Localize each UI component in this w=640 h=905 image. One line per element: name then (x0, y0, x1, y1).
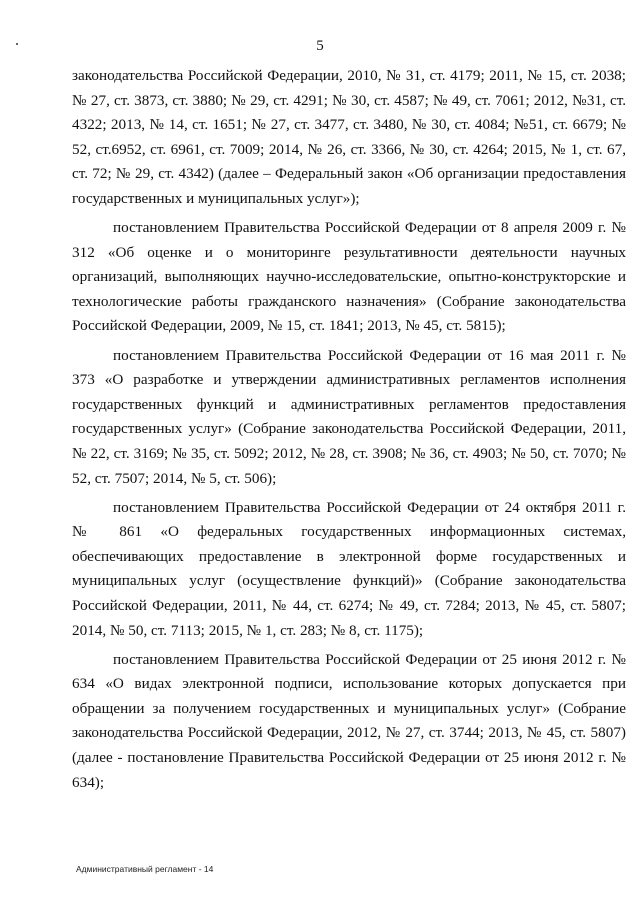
paragraph-4: постановлением Правительства Российской Федерации от 24 октября 2011 г. № 861 «О федеральных государственных информационных системах, обеспечивающих предоставление в электронной форме государственных и муниципальных услуг (осуществление функций)» (Собрание законодательства Российской Федерации, 2011, № 44, ст. 6274; № 49, ст. 7284; 2013, № 45, ст. 5807; 2014, № 50, ст. 7113; 2015, № 1, ст. 283; № 8, ст. 1175); (72, 498, 626, 639)
paragraph-2: постановлением Правительства Российской Федерации от 8 апреля 2009 г. № 312 «Об оценке и о мониторинге результативности деятельности научных организаций, выполняющих научно-исследовательские, опытно-конструкторские и технологические работы гражданского назначения» (Собрание законодательства Российской Федерации, 2009, № 15, ст. 1841; 2013, № 45, ст. 5815); (72, 219, 626, 335)
paragraph-5: постановлением Правительства Российской Федерации от 25 июня 2012 г. № 634 «О видах электронной подписи, использование которых допускается при обращении за получением государственных и муниципальных услуг» (Собрание законодательства Российской Федерации, 2012, № 27, ст. 3744; 2013, № 45, ст. 5807) (далее - постановление Правительства Российской Федерации от 25 июня 2012 г. № 634); (72, 650, 626, 791)
page-footer: Административный регламент - 14 (76, 864, 214, 874)
document-body (72, 64, 626, 800)
paragraph-1: законодательства Российской Федерации, 2010, № 31, ст. 4179; 2011, № 15, ст. 2038; № 27, ст. 3873, ст. 3880; № 29, ст. 4291; № 30, ст. 4587; № 49, ст. 7061; 2012, №31, ст. 4322; 2013, № 14, ст. 1651; № 27, ст. 3477, ст. 3480, № 30, ст. 4084; №51, ст. 6679; № 52, ст.6952, ст. 6961, ст. 7009; 2014, № 26, ст. 3366, № 30, ст. 4264; 2015, № 1, ст. 67, ст. 72; № 29, ст. 4342) (далее – Федеральный закон «Об организации предоставления государственных и муниципальных услуг»); (72, 67, 626, 207)
page-number: 5 (316, 38, 324, 54)
paragraph-3: постановлением Правительства Российской Федерации от 16 мая 2011 г. № 373 «О разработке и утверждении административных регламентов исполнения государственных функций и административных регламентов предоставления государственных услуг» (Собрание законодательства Российской Федерации, 2011, № 22, ст. 3169; № 35, ст. 5092; 2012, № 28, ст. 3908; № 36, ст. 4903; № 50, ст. 7070; № 52, ст. 7507; 2014, № 5, ст. 506); (72, 346, 626, 487)
